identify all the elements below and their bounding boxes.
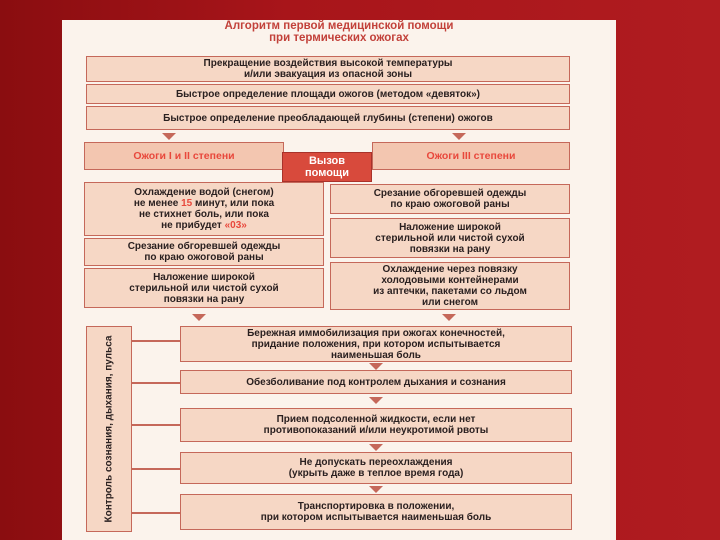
step-transport-line1: Транспортировка в положении, (297, 501, 455, 512)
left-cut-clothes-line2: по краю ожоговой раны (144, 252, 264, 263)
slide (62, 20, 616, 540)
step-depth: Быстрое определение преобладающей глубины (степени) ожогов (86, 106, 570, 130)
right-cold-line3: из аптечки, пакетами со льдом (373, 286, 527, 297)
arrow-left-branch (162, 133, 176, 140)
side-connector-3 (132, 424, 180, 426)
arrow-bottom-3 (369, 444, 383, 451)
left-bandage-line3: повязки на рану (163, 293, 245, 305)
left-bandage-line1: Наложение широкой (153, 271, 255, 283)
call-help-line1: Вызов (308, 155, 345, 167)
right-bandage-line3: повязки на рану (409, 243, 491, 255)
right-cut-clothes-line1: Срезание обгоревшей одежды (373, 188, 527, 199)
step-warmth (180, 452, 572, 484)
left-cooling-line4: не прибудет «03» (161, 220, 247, 231)
side-connector-1 (132, 340, 180, 342)
step-warmth-line2: (укрыть даже в теплое время года) (288, 468, 464, 479)
step-area: Быстрое определение площади ожогов (методом «девяток») (86, 84, 570, 104)
step-immobilization-line3: наименьшая боль (331, 349, 421, 361)
call-help-line2: помощи (305, 167, 349, 179)
left-cooling-line2: не менее 15 минут, или пока (133, 198, 275, 209)
left-cooling-box (84, 182, 324, 236)
left-cooling-line3: не стихнет боль, или пока (139, 209, 269, 220)
stage-iii-header: Ожоги III степени (372, 142, 570, 170)
step-immobilization-line1: Бережная иммобилизация при ожогах конечностей, (247, 327, 505, 339)
step-warmth-line1: Не допускать переохлаждения (299, 457, 453, 468)
right-cold-line1: Охлаждение через повязку (382, 264, 518, 275)
right-cold-line2: холодовыми контейнерами (381, 275, 519, 286)
monitoring-sidebar (86, 326, 132, 532)
right-bandage-line2: стерильной или чистой сухой (375, 232, 525, 244)
arrow-bottom-1 (369, 363, 383, 370)
title-line-1: Алгоритм первой медицинской помощи (224, 20, 454, 32)
right-bandage-line1: Наложение широкой (399, 221, 501, 233)
step-immobilization-line2: придание положения, при котором испытывается (251, 338, 501, 350)
step-fluids-line1: Прием подсоленной жидкости, если нет (276, 414, 476, 425)
left-cut-clothes-line1: Срезание обгоревшей одежды (127, 241, 281, 252)
right-bandage-box (330, 218, 570, 258)
step-stop-heat (86, 56, 570, 82)
step-analgesia: Обезболивание под контролем дыхания и сознания (180, 370, 572, 394)
side-connector-5 (132, 512, 180, 514)
left-bandage-line2: стерильной или чистой сухой (129, 282, 279, 294)
stage-i-ii-header: Ожоги I и II степени (84, 142, 284, 170)
arrow-left-merge (192, 314, 206, 321)
right-cut-clothes-box (330, 184, 570, 214)
step-transport-line2: при котором испытывается наименьшая боль (260, 512, 492, 523)
right-cut-clothes-line2: по краю ожоговой раны (390, 199, 510, 210)
side-connector-2 (132, 382, 180, 384)
left-cut-clothes-box (84, 238, 324, 266)
step-fluids-line2: противопоказаний и/или неукротимой рвоты (263, 425, 489, 436)
monitoring-label: Контроль сознания, дыхания, пульса (103, 335, 115, 523)
left-bandage-box (84, 268, 324, 308)
arrow-bottom-2 (369, 397, 383, 404)
step-transport (180, 494, 572, 530)
side-connector-4 (132, 468, 180, 470)
step-stop-heat-line2: и/или эвакуация из опасной зоны (243, 69, 412, 80)
call-help-box (282, 152, 372, 182)
cooling-minutes: 15 (181, 198, 193, 209)
step-immobilization (180, 326, 572, 362)
title-line-2: при термических ожогах (269, 32, 409, 44)
page-title (62, 20, 616, 44)
arrow-bottom-4 (369, 486, 383, 493)
left-cooling-line1: Охлаждение водой (снегом) (134, 187, 274, 198)
right-cold-compress-box (330, 262, 570, 310)
right-cold-line4: или снегом (422, 297, 478, 308)
arrow-right-merge (442, 314, 456, 321)
arrow-right-branch (452, 133, 466, 140)
step-fluids (180, 408, 572, 442)
emergency-code: «03» (224, 220, 247, 231)
step-stop-heat-line1: Прекращение воздействия высокой температуры (203, 58, 453, 69)
